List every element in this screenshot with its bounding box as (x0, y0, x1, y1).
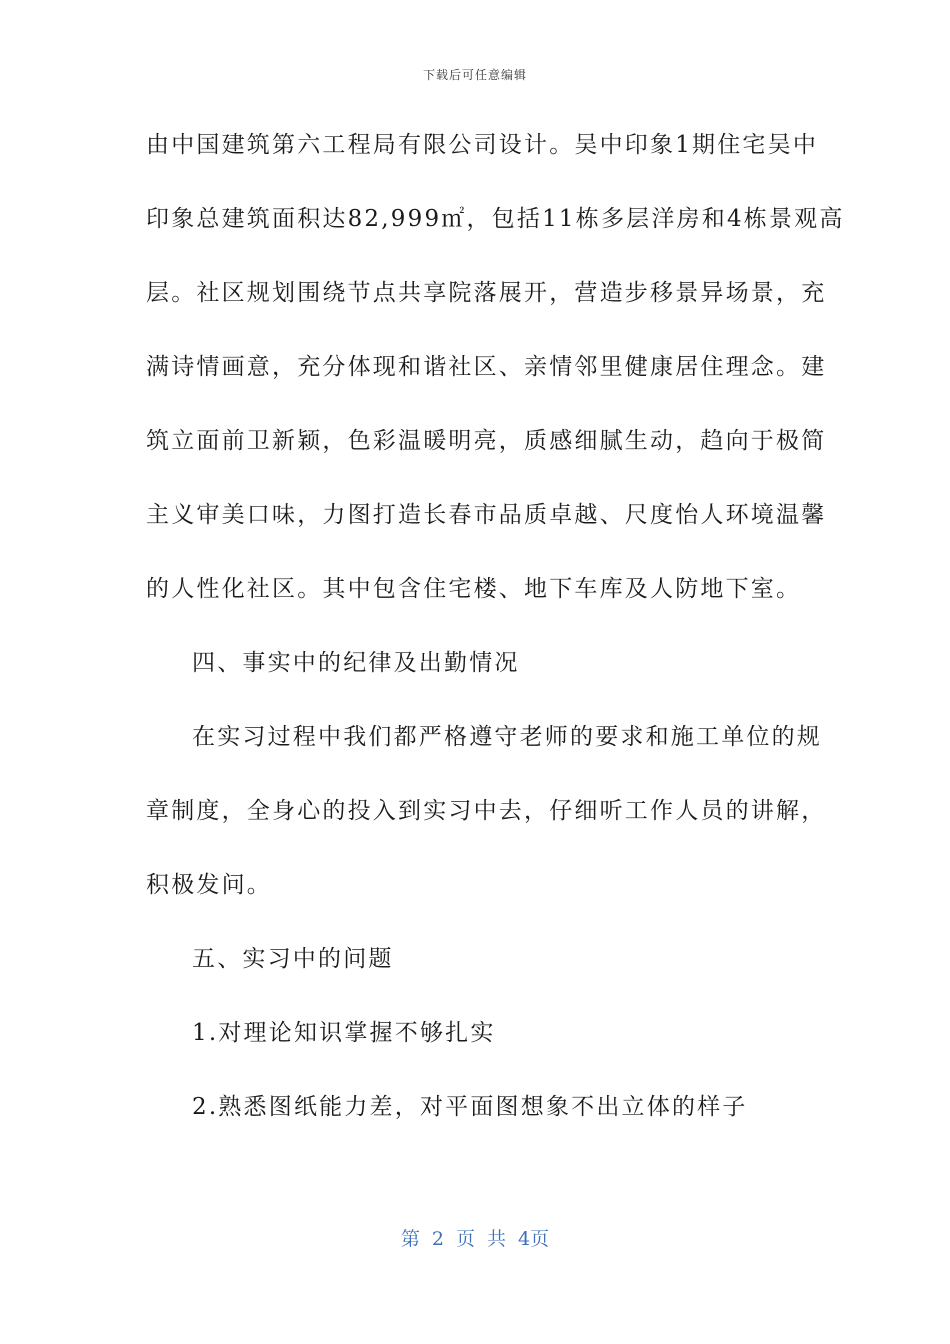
footer-total-pages: 4页 (518, 1228, 550, 1250)
list-item: 2.熟悉图纸能力差，对平面图想象不出立体的样子 (192, 1094, 748, 1120)
document-body (146, 112, 845, 1148)
paragraph-line: 积极发问。 (146, 872, 272, 898)
paragraph-line: 印象总建筑面积达82,999㎡，包括11栋多层洋房和4栋景观高 (146, 206, 845, 232)
footer-label-page: 第 (400, 1228, 420, 1250)
paragraph-line: 章制度，全身心的投入到实习中去，仔细听工作人员的讲解， (146, 798, 827, 824)
section-heading-4: 四、事实中的纪律及出勤情况 (192, 650, 520, 676)
list-item: 1.对理论知识掌握不够扎实 (192, 1020, 496, 1046)
paragraph-line: 在实习过程中我们都严格遵守老师的要求和施工单位的规 (192, 724, 822, 750)
footer-label-of: 页 共 (455, 1228, 507, 1250)
paragraph-line: 由中国建筑第六工程局有限公司设计。吴中印象1期住宅吴中 (146, 132, 819, 158)
page-header: 下载后可任意编辑 (422, 68, 527, 82)
page-footer (0, 1224, 950, 1251)
paragraph-line: 的人性化社区。其中包含住宅楼、地下车库及人防地下室。 (146, 576, 802, 602)
section-heading-5: 五、实习中的问题 (192, 946, 394, 972)
paragraph-line: 满诗情画意，充分体现和谐社区、亲情邻里健康居住理念。建 (146, 354, 827, 380)
footer-current-page: 2 (431, 1228, 444, 1250)
paragraph-line: 层。社区规划围绕节点共享院落展开，营造步移景异场景，充 (146, 280, 827, 306)
paragraph-line: 主义审美口味，力图打造长春市品质卓越、尺度怡人环境温馨 (146, 502, 827, 528)
paragraph-line: 筑立面前卫新颖，色彩温暖明亮，质感细腻生动，趋向于极简 (146, 428, 827, 454)
